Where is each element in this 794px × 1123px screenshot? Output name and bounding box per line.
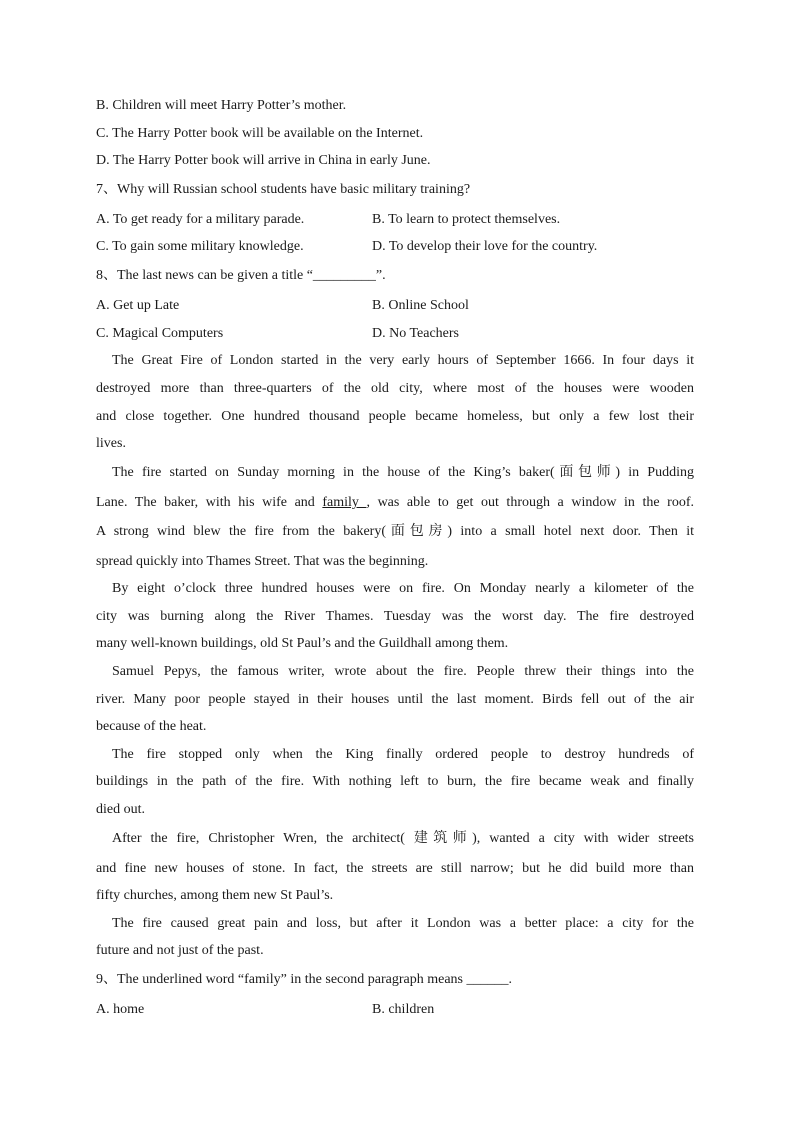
q6-option-c: C. The Harry Potter book will be available on the Internet. xyxy=(96,126,424,141)
passage-p7-line: The fire caused great pain and loss, but after it London was a better place: a city for the xyxy=(112,916,694,931)
passage-p3-line: many well-known buildings, old St Paul’s and the Guildhall among them. xyxy=(96,636,509,651)
passage-p5-line: The fire stopped only when the King finally ordered people to destroy hundreds of xyxy=(112,747,694,762)
q7-option-b: B. To learn to protect themselves. xyxy=(372,212,561,227)
underlined-word-family: family xyxy=(322,495,367,510)
passage-p6-line: After the fire, Christopher Wren, the architect( 建筑师), wanted a city with wider streets xyxy=(112,831,694,846)
q7-stem: 7、Why will Russian school students have basic military training? xyxy=(96,182,471,197)
passage-p2-line: A strong wind blew the fire from the bakery(面包房) into a small hotel next door. Then it xyxy=(96,524,694,539)
passage-p3-line: By eight o’clock three hundred houses were on fire. On Monday nearly a kilometer of the xyxy=(112,581,694,596)
q6-option-b: B. Children will meet Harry Potter’s mother. xyxy=(96,98,347,113)
passage-p4-line: Samuel Pepys, the famous writer, wrote about the fire. People threw their things into the xyxy=(112,664,694,679)
q7-option-c: C. To gain some military knowledge. xyxy=(96,239,304,254)
q8-option-b: B. Online School xyxy=(372,298,469,313)
passage-p3-line: city was burning along the River Thames. Tuesday was the worst day. The fire destroyed xyxy=(96,609,694,624)
q7-option-d: D. To develop their love for the country. xyxy=(372,239,598,254)
q8-stem: 8、The last news can be given a title “_________”. xyxy=(96,268,386,283)
passage-p2-text: Lane. The baker, with his wife and xyxy=(96,495,323,510)
passage-p2-text: , was able to get out through a window in the roof. xyxy=(366,495,694,510)
passage-p5-line: buildings in the path of the fire. With nothing left to burn, the fire became weak and finally xyxy=(96,774,694,789)
q9-stem: 9、The underlined word “family” in the second paragraph means ______. xyxy=(96,972,512,987)
passage-p1-line: destroyed more than three-quarters of the old city, where most of the houses were wooden xyxy=(96,381,694,396)
q8-option-a: A. Get up Late xyxy=(96,298,180,313)
q9-option-b: B. children xyxy=(372,1002,435,1017)
passage-p2-line-underlined xyxy=(96,494,694,512)
passage-p1-line: lives. xyxy=(96,436,126,451)
passage-p1-line: The Great Fire of London started in the very early hours of September 1666. In four days it xyxy=(112,353,694,368)
passage-p4-line: because of the heat. xyxy=(96,719,207,734)
q8-option-c: C. Magical Computers xyxy=(96,326,224,341)
passage-p6-line: fifty churches, among them new St Paul’s. xyxy=(96,888,334,903)
q7-option-a: A. To get ready for a military parade. xyxy=(96,212,305,227)
passage-p2-line: spread quickly into Thames Street. That was the beginning. xyxy=(96,554,429,569)
passage-p7-line: future and not just of the past. xyxy=(96,943,264,958)
q6-option-d: D. The Harry Potter book will arrive in China in early June. xyxy=(96,153,431,168)
passage-p5-line: died out. xyxy=(96,802,145,817)
passage-p4-line: river. Many poor people stayed in their houses until the last moment. Birds fell out of the air xyxy=(96,692,694,707)
passage-p1-line: and close together. One hundred thousand people became homeless, but only a few lost their xyxy=(96,409,694,424)
q9-option-a: A. home xyxy=(96,1002,145,1017)
passage-p2-line: The fire started on Sunday morning in the house of the King’s baker(面包师) in Pudding xyxy=(112,465,694,480)
q8-option-d: D. No Teachers xyxy=(372,326,460,341)
passage-p6-line: and fine new houses of stone. In fact, the streets are still narrow; but he did build more than xyxy=(96,861,694,876)
